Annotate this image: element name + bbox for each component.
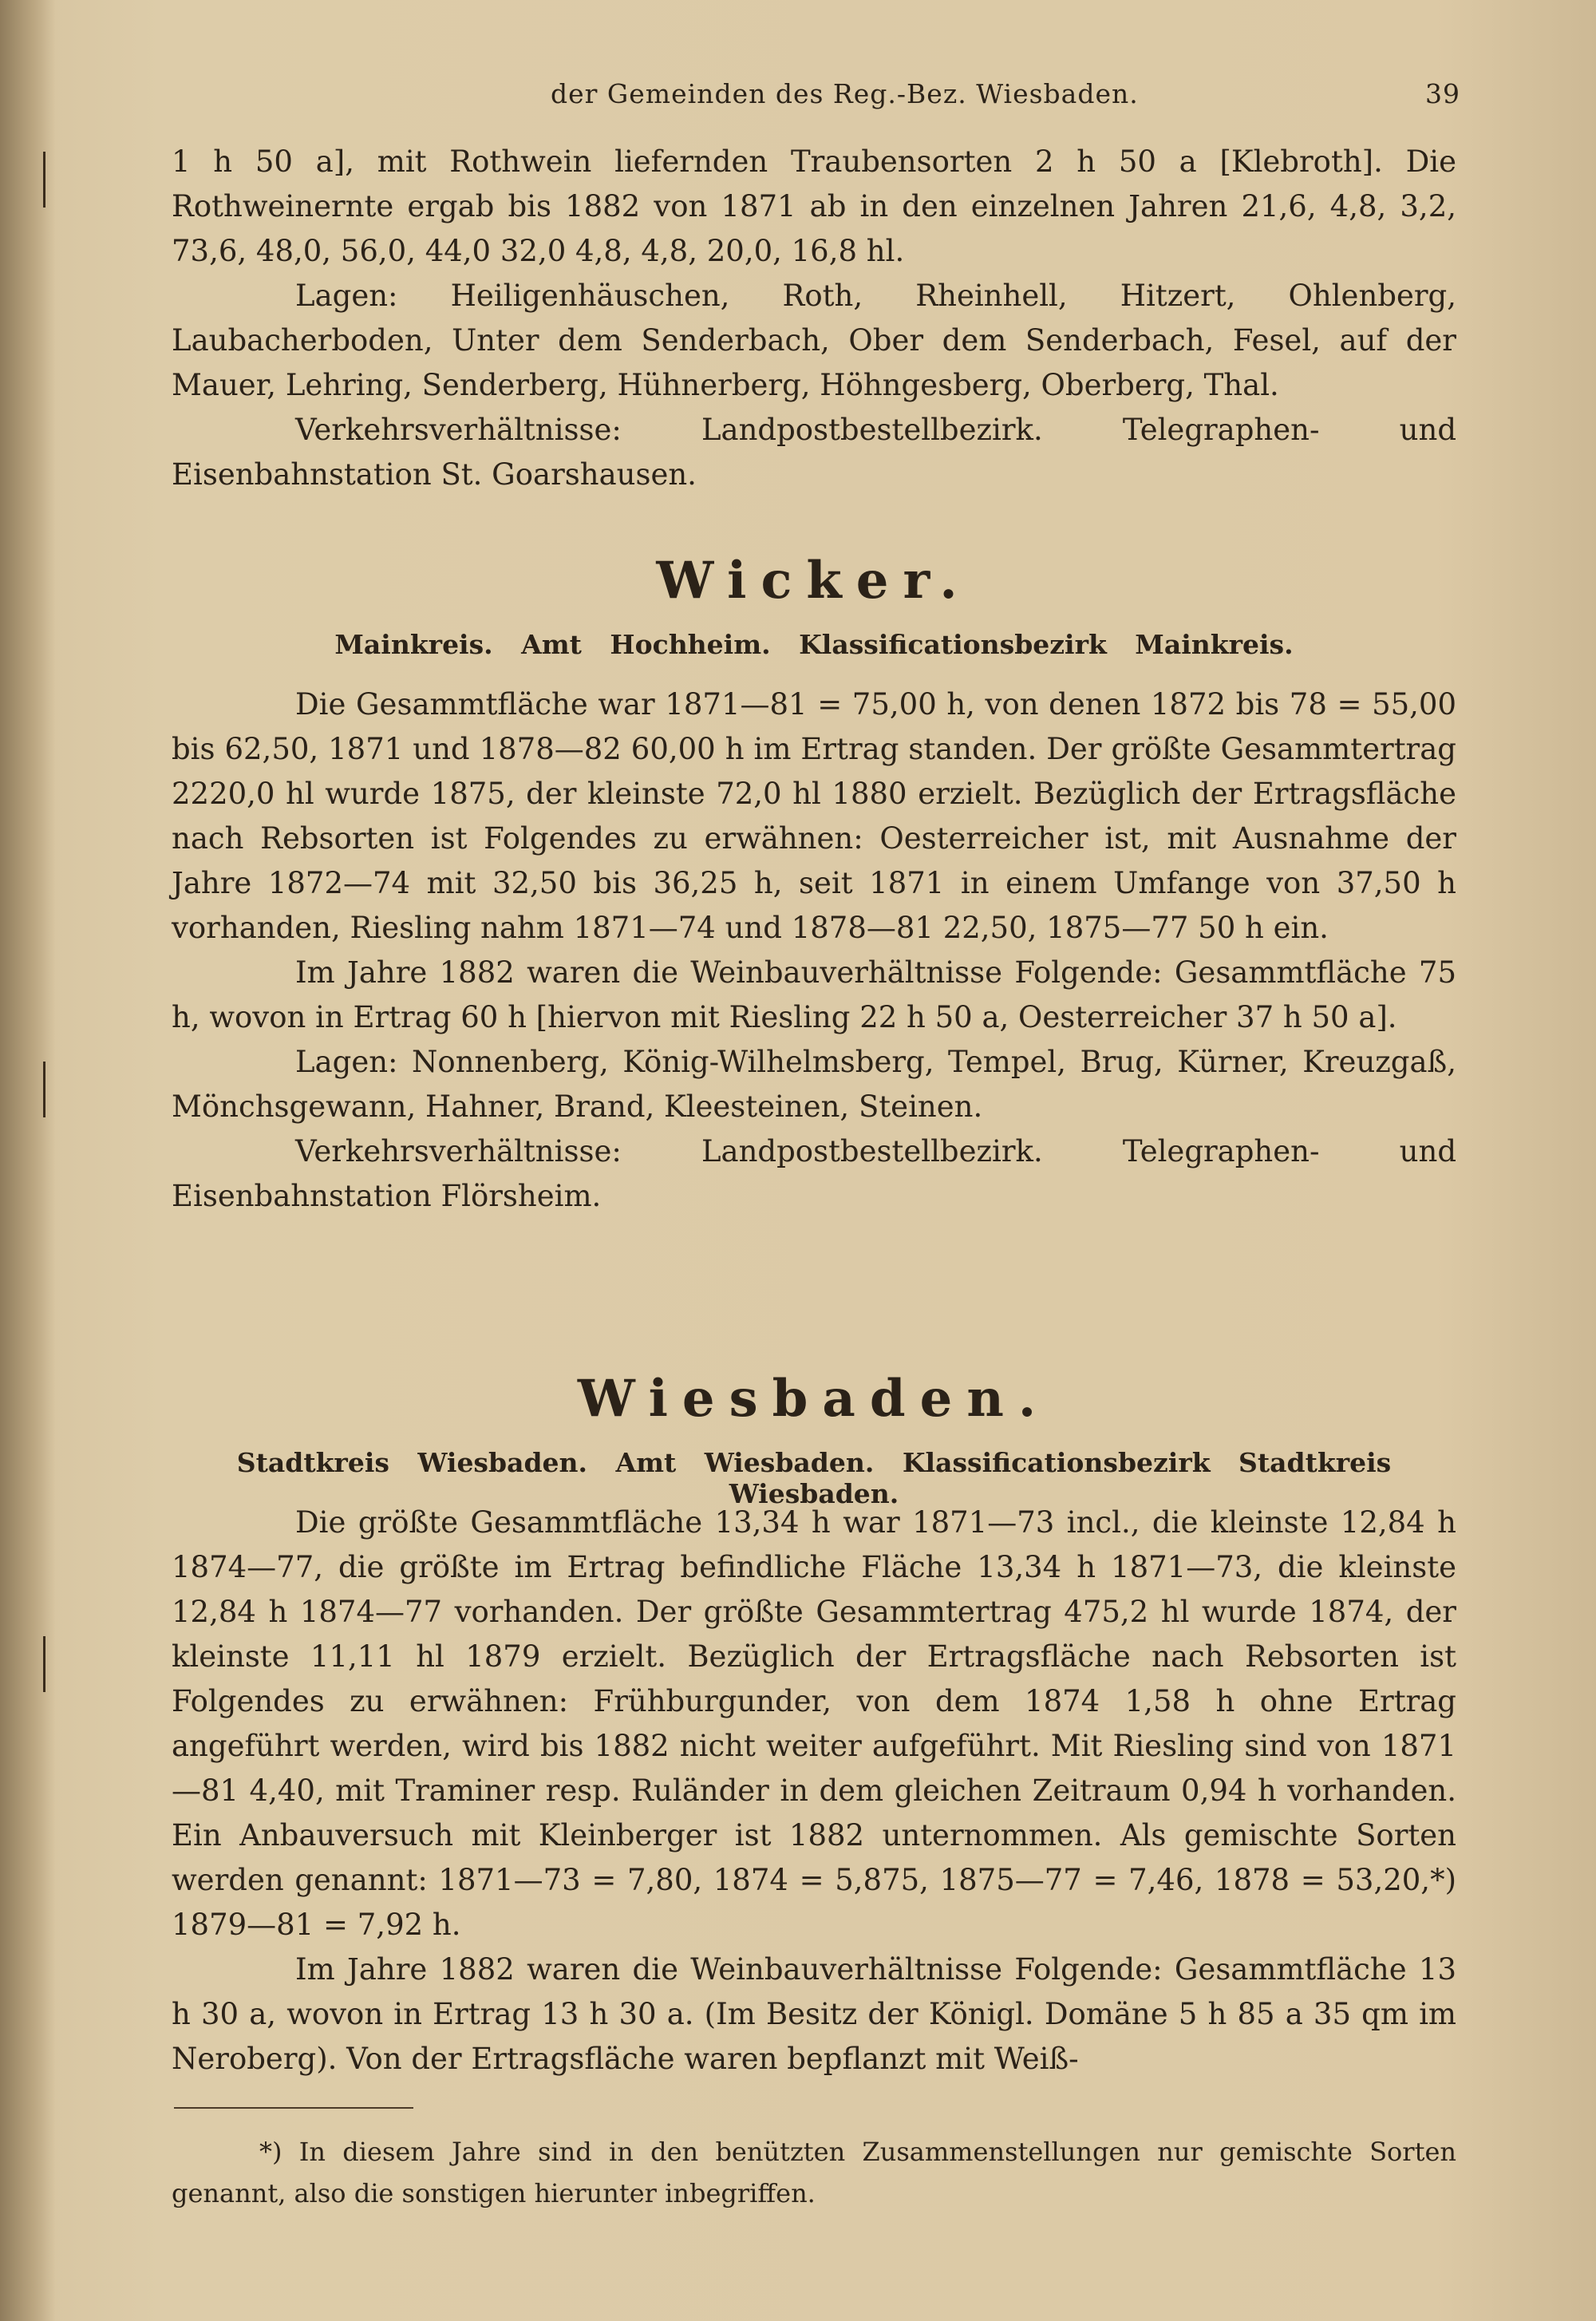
section-subtitle-wicker: Mainkreis. Amt Hochheim. Klassificationsbezirk Mainkreis. [334,629,1294,660]
section-title-wiesbaden: Wiesbaden. [577,1369,1051,1429]
section-title-wicker: Wicker. [656,551,972,611]
wicker-section [172,682,1456,1219]
footnote-rule [174,2107,413,2109]
wiesbaden-section [172,1501,1456,2082]
footnote-marker: *) [259,2137,282,2167]
paragraph: 1 h 50 a], mit Rothwein liefernden Traubensorten 2 h 50 a [Klebroth]. Die Rothweinernte ergab bis 1882 von 1871 ab in den einzelnen Jahren 21,6, 4,8, 3,2, 73,6, 48,0, 56,0, 44,0 32,0 4,8, 4,8, 20,0, 16,8 hl. [172,144,1456,268]
margin-mark [43,152,45,208]
margin-mark [43,1062,45,1117]
paragraph: Verkehrsverhältnisse: Landpostbestellbezirk. Telegraphen- und Eisenbahnstation Flörsheim. [172,1134,1456,1213]
running-title: der Gemeinden des Reg.-Bez. Wiesbaden. [551,78,1139,109]
paragraph: Verkehrsverhältnisse: Landpostbestellbezirk. Telegraphen- und Eisenbahnstation St. Goarshausen. [172,413,1456,492]
continuation-section [172,140,1456,497]
running-header [184,78,1460,118]
section-subtitle-wiesbaden: Stadtkreis Wiesbaden. Amt Wiesbaden. Klassificationsbezirk Stadtkreis Wiesbaden. [236,1447,1392,1509]
paragraph: Lagen: Nonnenberg, König-Wilhelmsberg, Tempel, Brug, Kürner, Kreuzgaß, Mönchsgewann, Hahner, Brand, Kleesteinen, Steinen. [172,1045,1456,1124]
footnote [172,2131,1456,2214]
page-number: 39 [1425,78,1460,109]
footnote-text: In diesem Jahre sind in den benützten Zusammenstellungen nur gemischte Sorten genannt, also die sonstigen hierunter inbegriffen. [172,2137,1456,2208]
paragraph: Lagen: Heiligenhäuschen, Roth, Rheinhell, Hitzert, Ohlenberg, Laubacherboden, Unter dem Senderbach, Ober dem Senderbach, Fesel, auf der Mauer, Lehring, Senderberg, Hühnerberg, Höhngesberg, Oberberg, Thal. [172,279,1456,402]
paragraph: Die größte Gesammtfläche 13,34 h war 1871—73 incl., die kleinste 12,84 h 1874—77, die größte im Ertrag befindliche Fläche 13,34 h 1871—73, die kleinste 12,84 h 1874—77 vorhanden. Der größte Gesammtertrag 475,2 hl wurde 1874, der kleinste 11,11 hl 1879 erzielt. Bezüglich der Ertragsfläche nach Rebsorten ist Folgendes zu erwähnen: Frühburgunder, von dem 1874 1,58 h ohne Ertrag angeführt werden, wird bis 1882 nicht weiter aufgeführt. Mit Riesling sind von 1871—81 4,40, mit Traminer resp. Ruländer in dem gleichen Zeitraum 0,94 h vorhanden. Ein Anbauversuch mit Kleinberger ist 1882 unternommen. Als gemischte Sorten werden genannt: 1871—73 = 7,80, 1874 = 5,875, 1875—77 = 7,46, 1878 = 53,20,*) 1879—81 = 7,92 h. [172,1505,1456,1942]
paragraph: Die Gesammtfläche war 1871—81 = 75,00 h, von denen 1872 bis 78 = 55,00 bis 62,50, 1871 und 1878—82 60,00 h im Ertrag standen. Der größte Gesammtertrag 2220,0 hl wurde 1875, der kleinste 72,0 hl 1880 erzielt. Bezüglich der Ertragsfläche nach Rebsorten ist Folgendes zu erwähnen: Oesterreicher ist, mit Ausnahme der Jahre 1872—74 mit 32,50 bis 36,25 h, seit 1871 in einem Umfange von 37,50 h vorhanden, Riesling nahm 1871—74 und 1878—81 22,50, 1875—77 50 h ein. [172,687,1456,945]
paragraph: Im Jahre 1882 waren die Weinbauverhältnisse Folgende: Gesammtfläche 75 h, wovon in Ertrag 60 h [hiervon mit Riesling 22 h 50 a, Oesterreicher 37 h 50 a]. [172,955,1456,1034]
paragraph: Im Jahre 1882 waren die Weinbauverhältnisse Folgende: Gesammtfläche 13 h 30 a, wovon in Ertrag 13 h 30 a. (Im Besitz der Königl. Domäne 5 h 85 a 35 qm im Neroberg). Von der Ertragsfläche waren bepflanzt mit Weiß- [172,1952,1456,2076]
margin-mark [43,1636,45,1692]
binding-gutter [0,0,56,2321]
